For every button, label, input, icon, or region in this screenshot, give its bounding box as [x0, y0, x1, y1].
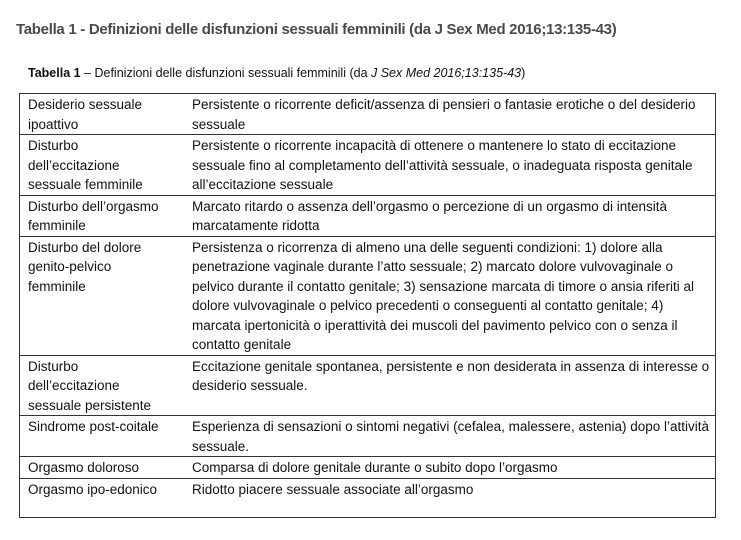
table-row — [20, 135, 716, 196]
definition-cell: Eccitazione genitale spontanea, persistente e non desiderata in assenza di interesse o desiderio sessuale. — [174, 355, 716, 416]
definition-cell: Esperienza di sensazioni o sintomi negativi (cefalea, malessere, astenia) dopo l’attività sessuale. — [174, 416, 716, 457]
term-cell: Orgasmo ipo-edonico — [20, 478, 175, 517]
definition-cell: Marcato ritardo o assenza dell’orgasmo o percezione di un orgasmo di intensità marcatamente ridotta — [174, 195, 716, 236]
definition-cell: Persistente o ricorrente deficit/assenza di pensieri o fantasie erotiche o del desiderio sessuale — [174, 94, 716, 135]
caption-text: Definizioni delle disfunzioni sessuali femminili (da — [94, 66, 371, 80]
caption-close: ) — [521, 66, 526, 80]
caption-label: Tabella 1 — [28, 66, 81, 80]
table-row — [20, 195, 716, 236]
definition-cell: Ridotto piacere sessuale associate all’orgasmo — [174, 478, 716, 517]
term-cell: Disturbo dell’eccitazione sessuale femminile — [20, 135, 175, 196]
caption-dash: – — [80, 66, 95, 80]
definition-cell: Persistente o ricorrente incapacità di ottenere o mantenere lo stato di eccitazione sessuale fino al completamento dell’attività sessuale, o inadeguata risposta genitale all’eccitazione sessuale — [174, 135, 716, 196]
term-cell: Disturbo dell’orgasmo femminile — [20, 195, 175, 236]
table-row — [20, 457, 716, 479]
term-cell: Desiderio sessuale ipoattivo — [20, 94, 175, 135]
term-cell: Orgasmo doloroso — [20, 457, 175, 479]
term-cell: Sindrome post-coitale — [20, 416, 175, 457]
term-cell: Disturbo dell’eccitazione sessuale persistente — [20, 355, 175, 416]
table-row — [20, 478, 716, 517]
table-row — [20, 94, 716, 135]
caption-source: J Sex Med 2016;13:135-43 — [371, 66, 522, 80]
table-caption — [28, 66, 525, 80]
table-row — [20, 236, 716, 355]
definitions-table — [19, 93, 716, 518]
term-cell: Disturbo del dolore genito-pelvico femminile — [20, 236, 175, 355]
table-row — [20, 355, 716, 416]
definition-cell: Comparsa di dolore genitale durante o subito dopo l’orgasmo — [174, 457, 716, 479]
definition-cell: Persistenza o ricorrenza di almeno una delle seguenti condizioni: 1) dolore alla penetrazione vaginale durante l’atto sessuale; 2) marcato dolore vulvovaginale o pelvico durante il contatto genitale; 3) sensazione marcata di timore o ansia riferiti al dolore vulvovaginale o pelvico precedenti o conseguenti al contatto genitale; 4) marcata ipertonicità o iperattività dei muscoli del pavimento pelvico con o senza il contatto genitale — [174, 236, 716, 355]
page-title: Tabella 1 - Definizioni delle disfunzioni sessuali femminili (da J Sex Med 2016;13:135-43) — [16, 21, 617, 38]
table-row — [20, 416, 716, 457]
